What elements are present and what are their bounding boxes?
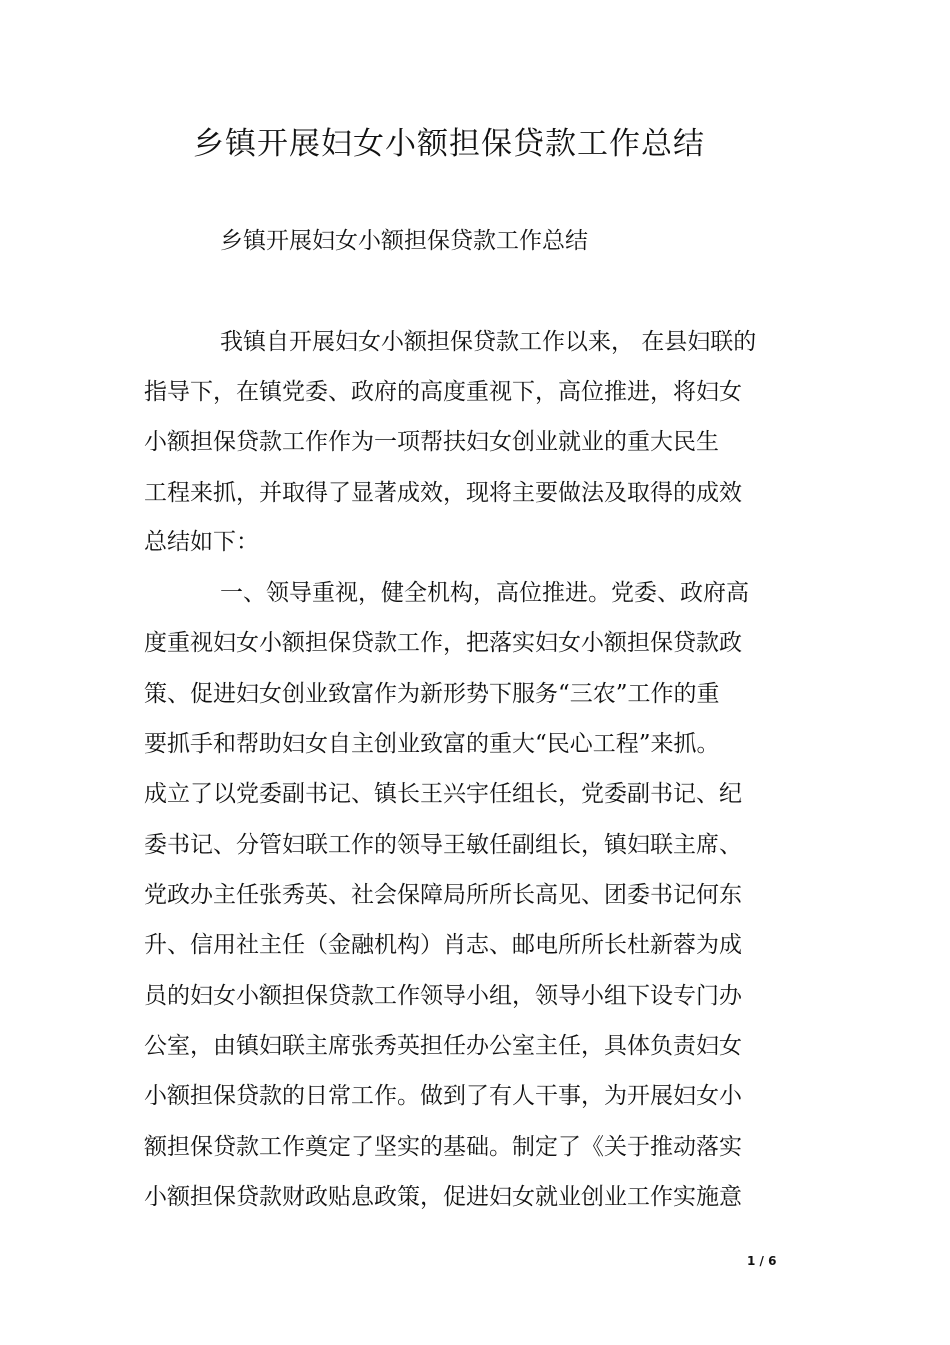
body-line: 度重视妇女小额担保贷款工作，把落实妇女小额担保贷款政 <box>144 630 742 656</box>
document-subtitle: 乡镇开展妇女小额担保贷款工作总结 <box>220 228 588 254</box>
body-line: 升、信用社主任（金融机构）肖志、邮电所所长杜新蓉为成 <box>144 932 742 958</box>
body-line: 我镇自开展妇女小额担保贷款工作以来， 在县妇联的 <box>220 329 757 355</box>
body-line: 工程来抓，并取得了显著成效，现将主要做法及取得的成效 <box>144 480 742 506</box>
body-line: 公室，由镇妇联主席张秀英担任办公室主任，具体负责妇女 <box>144 1033 742 1059</box>
body-line: 委书记、分管妇联工作的领导王敏任副组长，镇妇联主席、 <box>144 832 742 858</box>
body-line: 总结如下： <box>144 529 259 555</box>
body-line: 员的妇女小额担保贷款工作领导小组，领导小组下设专门办 <box>144 983 742 1009</box>
body-line: 要抓手和帮助妇女自主创业致富的重大“民心工程”来抓。 <box>144 731 720 757</box>
body-line: 小额担保贷款的日常工作。做到了有人干事，为开展妇女小 <box>144 1083 742 1109</box>
body-line: 小额担保贷款财政贴息政策，促进妇女就业创业工作实施意 <box>144 1184 742 1210</box>
body-line: 一、领导重视，健全机构，高位推进。党委、政府高 <box>220 580 749 606</box>
page-title: 乡镇开展妇女小额担保贷款工作总结 <box>193 126 705 162</box>
body-line: 党政办主任张秀英、社会保障局所所长高见、团委书记何东 <box>144 882 742 908</box>
page-number: 1 / 6 <box>747 1254 777 1268</box>
body-line: 指导下，在镇党委、政府的高度重视下，高位推进，将妇女 <box>144 379 742 405</box>
body-line: 策、促进妇女创业致富作为新形势下服务“三农”工作的重 <box>144 681 720 707</box>
body-line: 小额担保贷款工作作为一项帮扶妇女创业就业的重大民生 <box>144 429 719 455</box>
body-line: 额担保贷款工作奠定了坚实的基础。制定了《关于推动落实 <box>144 1134 742 1160</box>
body-line: 成立了以党委副书记、镇长王兴宇任组长，党委副书记、纪 <box>144 781 742 807</box>
